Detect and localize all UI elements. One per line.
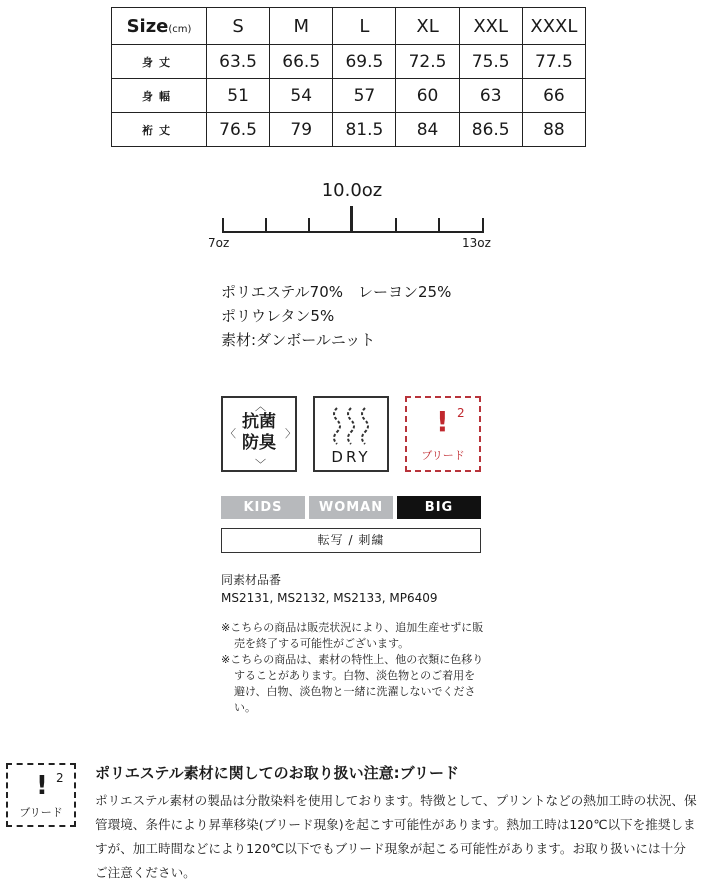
row-label-body-length: 身丈 [112, 45, 207, 79]
antibacterial-label: 抗菌 [242, 412, 276, 432]
table-cell: 66 [522, 79, 585, 113]
table-cell: 66.5 [270, 45, 333, 79]
table-cell: 77.5 [522, 45, 585, 79]
size-header-m: M [270, 8, 333, 45]
row-label-body-width: 身幅 [112, 79, 207, 113]
same-material-label: 同素材品番 [221, 573, 282, 587]
table-cell: 54 [270, 79, 333, 113]
product-notes [221, 620, 486, 716]
bleed-label: ブリード [421, 449, 465, 462]
scale-tick [222, 218, 224, 232]
size-header-xl: XL [396, 8, 459, 45]
heat-waves-icon [315, 400, 387, 446]
deodorant-label: 防臭 [242, 433, 276, 453]
fabric-weight-scale [222, 204, 484, 234]
chevron-right-icon: 〉 [285, 427, 296, 440]
material-line: ポリエステル70% レーヨン25% [221, 283, 452, 301]
table-cell: 79 [270, 113, 333, 147]
size-header-xxxl: XXXL [522, 8, 585, 45]
size-corner-unit: (cm) [168, 23, 192, 35]
dry-label: DRY [331, 448, 371, 466]
dry-icon [313, 396, 389, 472]
big-tag: BIG [397, 496, 481, 519]
table-cell: 76.5 [207, 113, 270, 147]
table-row [112, 113, 586, 147]
table-row [112, 79, 586, 113]
table-row [112, 45, 586, 79]
table-cell: 51 [207, 79, 270, 113]
exclamation-icon: ! [36, 771, 48, 801]
fabric-weight-value: 10.0oz [321, 180, 383, 201]
bleed-number: 2 [56, 771, 64, 785]
scale-tick [482, 218, 484, 232]
kids-tag: KIDS [221, 496, 305, 519]
size-header-s: S [207, 8, 270, 45]
table-cell: 57 [333, 79, 396, 113]
woman-tag: WOMAN [309, 496, 393, 519]
scale-marker-current [350, 206, 353, 232]
table-cell: 63 [459, 79, 522, 113]
bleed-caution-icon [6, 763, 76, 827]
table-cell: 60 [396, 79, 459, 113]
chevron-up-icon: ︿ [255, 400, 266, 413]
table-cell: 75.5 [459, 45, 522, 79]
table-cell: 84 [396, 113, 459, 147]
note-item: ※こちらの商品は、素材の特性上、他の衣類に色移りすることがあります。白物、淡色物とのご着用を避け、白物、淡色物と一緒に洗濯しないでください。 [221, 653, 484, 714]
material-composition [221, 280, 451, 352]
table-cell: 88 [522, 113, 585, 147]
same-material-numbers: MS2131, MS2132, MS2133, MP6409 [221, 591, 438, 605]
chevron-left-icon: 〈 [225, 427, 236, 440]
size-table [111, 7, 586, 147]
bleed-caution-body: ポリエステル素材の製品は分散染料を使用しております。特徴として、プリントなどの熱加工時の状況、保管環境、条件により昇華移染(ブリード現象)を起こす可能性があります。熱加工時は120℃以下を推奨しますが、加工時間などにより120℃以下でもブリード現象が起こる可能性があります。お取り扱いには十分ご注意ください。 [95, 793, 697, 880]
bleed-number: 2 [457, 406, 465, 420]
note-item: ※こちらの商品は販売状況により、追加生産せずに販売を終了する可能性がございます。 [221, 621, 484, 650]
antibacterial-deodorant-icon [221, 396, 297, 472]
table-cell: 81.5 [333, 113, 396, 147]
table-cell: 63.5 [207, 45, 270, 79]
size-header-l: L [333, 8, 396, 45]
material-line: ポリウレタン5% [221, 307, 335, 325]
scale-tick [438, 218, 440, 232]
chevron-down-icon: ﹀ [255, 458, 266, 471]
scale-min-label: 7oz [208, 236, 230, 250]
scale-tick [308, 218, 310, 232]
scale-max-label: 13oz [462, 236, 491, 250]
size-header-row [112, 8, 586, 45]
table-cell: 72.5 [396, 45, 459, 79]
size-corner-label: Size [126, 15, 169, 37]
bleed-label: ブリード [19, 806, 63, 819]
bleed-icon [405, 396, 481, 472]
size-header-xxl: XXL [459, 8, 522, 45]
scale-tick [265, 218, 267, 232]
table-cell: 86.5 [459, 113, 522, 147]
row-label-sleeve-length: 裄丈 [112, 113, 207, 147]
scale-tick [395, 218, 397, 232]
bleed-caution-title: ポリエステル素材に関してのお取り扱い注意:ブリード [95, 764, 460, 782]
table-cell: 69.5 [333, 45, 396, 79]
size-corner-cell [112, 8, 207, 45]
material-line: 素材:ダンボールニット [221, 331, 376, 349]
scale-baseline [222, 231, 484, 233]
exclamation-icon: ! [436, 405, 449, 438]
print-methods-box: 転写 / 刺繍 [221, 528, 481, 553]
